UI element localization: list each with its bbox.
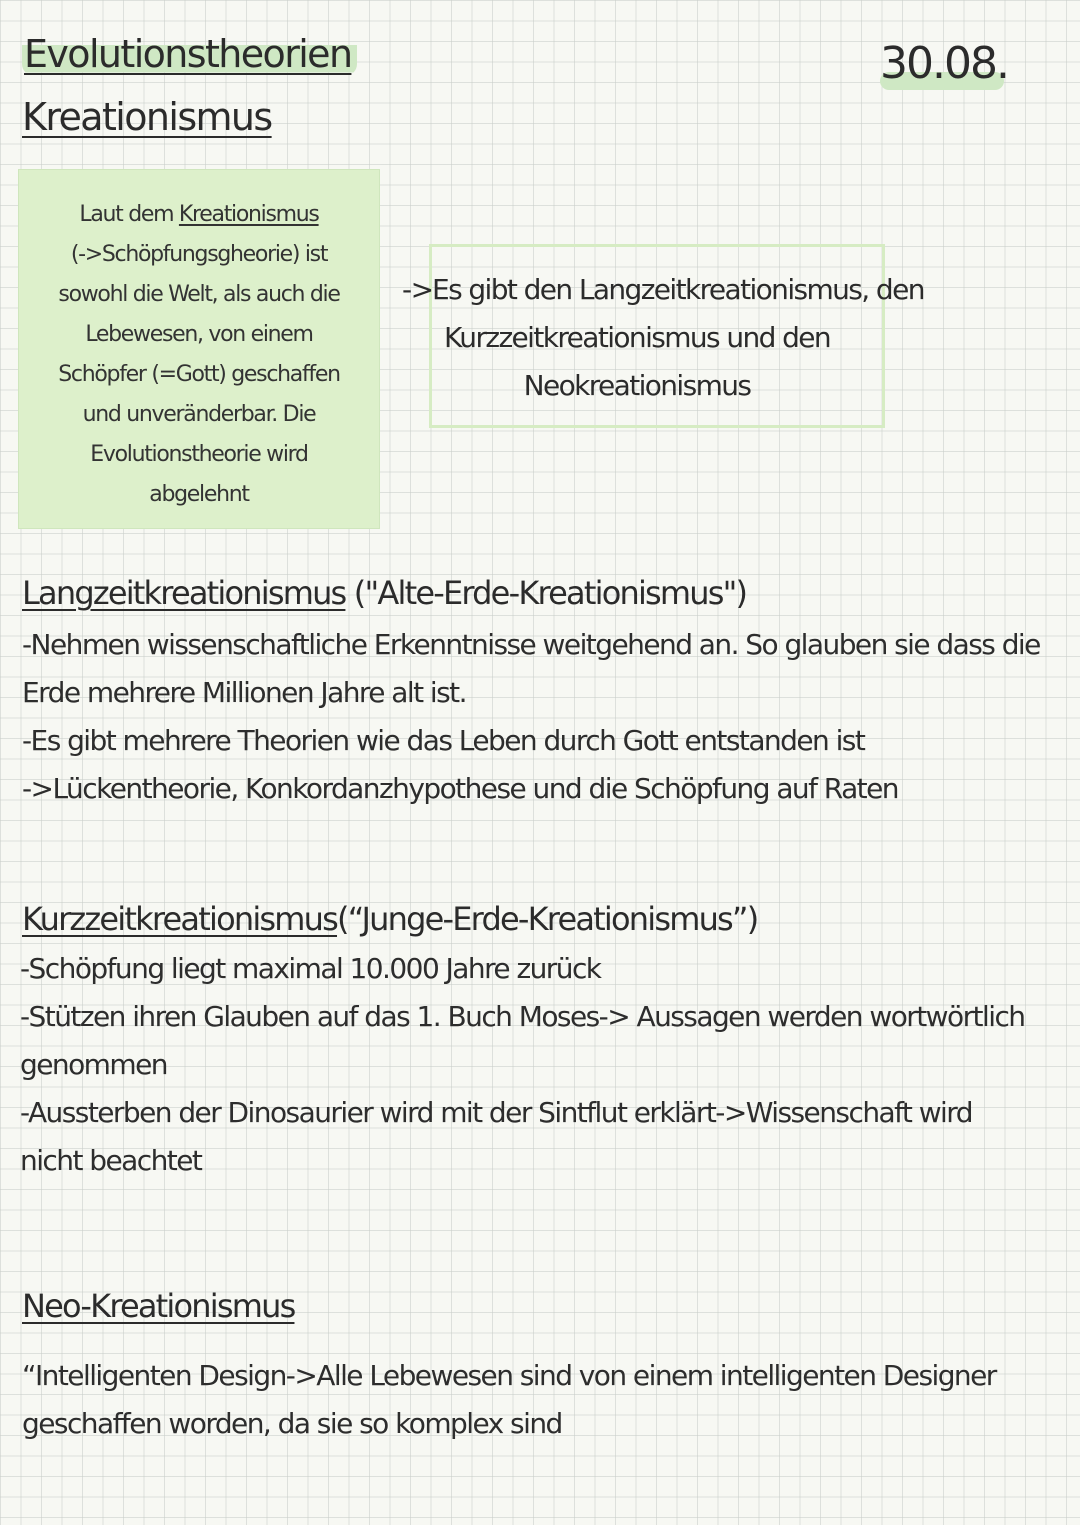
section-body-neo: [22, 1352, 996, 1448]
definition-line: und unveränderbar. Die: [82, 402, 316, 427]
types-line: Neokreationismus: [523, 369, 751, 402]
types-line: Es gibt den Langzeitkreationismus, den: [432, 273, 924, 306]
page-subtitle: Kreationismus: [22, 95, 272, 139]
definition-line: (->Schöpfungsgheorie) ist: [70, 242, 328, 267]
types-line: Kurzzeitkreationismus und den: [443, 321, 831, 354]
text-line: -Es gibt mehrere Theorien wie das Leben durch Gott entstanden ist: [22, 724, 865, 757]
text-line: -Aussterben der Dinosaurier wird mit der Sintflut erklärt->Wissenschaft wird: [20, 1096, 972, 1129]
text-line: Erde mehrere Millionen Jahre alt ist.: [22, 676, 466, 709]
definition-box: [18, 169, 380, 529]
text-line: -Stützen ihren Glauben auf das 1. Buch Moses-> Aussagen werden wortwörtlich: [20, 1000, 1025, 1033]
text-line: nicht beachtet: [20, 1144, 202, 1177]
text-line: ->Lückentheorie, Konkordanzhypothese und die Schöpfung auf Raten: [22, 772, 898, 805]
arrow-icon: ->: [402, 273, 433, 306]
definition-line: Schöpfer (=Gott) geschaffen: [58, 362, 340, 387]
page-title: Evolutionstheorien: [22, 32, 357, 76]
section-heading-kurzzeit: Kurzzeitkreationismus(“Junge-Erde-Kreationismus”): [22, 900, 758, 938]
text-line: “Intelligenten Design->Alle Lebewesen sind von einem intelligenten Designer: [22, 1359, 996, 1392]
definition-line: Laut dem Kreationismus: [79, 202, 319, 227]
definition-line: Lebewesen, von einem: [85, 322, 313, 347]
definition-text: [19, 195, 379, 515]
types-text: [432, 266, 924, 410]
section-heading-langzeit: Langzeitkreationismus ("Alte-Erde-Kreationismus"): [22, 574, 747, 612]
section-body-kurzzeit: [20, 945, 1025, 1185]
definition-line: abgelehnt: [149, 482, 249, 507]
definition-line: sowohl die Welt, als auch die: [58, 282, 340, 307]
text-line: -Schöpfung liegt maximal 10.000 Jahre zurück: [20, 952, 601, 985]
text-line: genommen: [20, 1048, 168, 1081]
text-line: -Nehmen wissenschaftliche Erkenntnisse weitgehend an. So glauben sie dass die: [22, 628, 1040, 661]
definition-line: Evolutionstheorie wird: [90, 442, 308, 467]
section-heading-neo: Neo-Kreationismus: [22, 1287, 295, 1325]
date: 30.08.: [880, 38, 1008, 89]
section-body-langzeit: [22, 621, 1040, 813]
text-line: geschaffen worden, da sie so komplex sind: [22, 1407, 562, 1440]
